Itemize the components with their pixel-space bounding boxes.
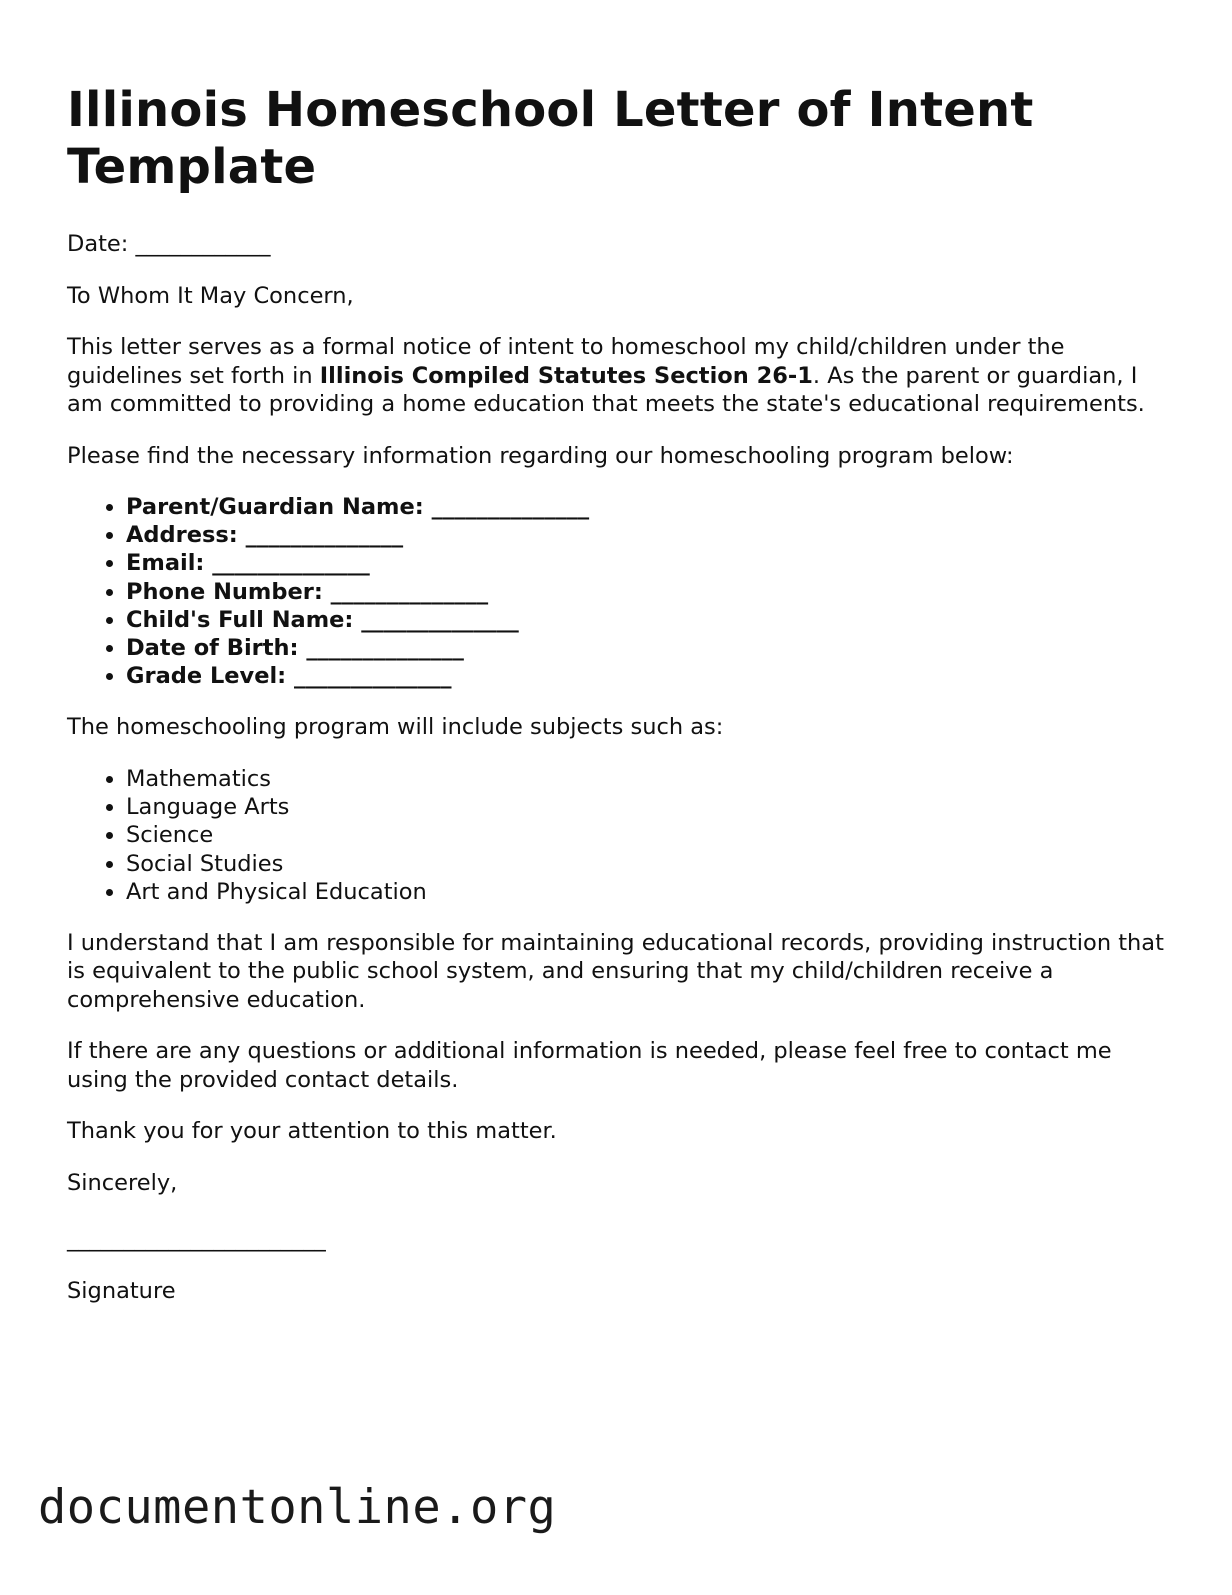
greeting: To Whom It May Concern,	[67, 282, 354, 309]
responsibility-paragraph: I understand that I am responsible for maintaining educational records, providing instruction that is equivalent to the public school system, and ensuring that my child/children receive a comprehensive education.	[67, 929, 1164, 1013]
subject-item: • Science	[126, 821, 1167, 849]
contact-paragraph: If there are any questions or additional information is needed, please feel free to contact me using the provided contact details.	[67, 1038, 1112, 1093]
intro-paragraph	[67, 333, 1167, 419]
page-title: Illinois Homeschool Letter of Intent Template	[67, 82, 1034, 195]
closing-line: Sincerely,	[67, 1169, 178, 1196]
field-address: • Address: ______________	[126, 521, 1167, 549]
field-parent-guardian-name: • Parent/Guardian Name: ______________	[126, 493, 1167, 521]
letter-document	[67, 82, 1167, 1305]
date-line: Date: ____________	[67, 231, 271, 257]
signature-label: Signature	[67, 1277, 176, 1304]
intro-text-after: . As the parent or guardian, I am committed to providing a home education that meets the state's educational requirements.	[67, 362, 1145, 417]
watermark: documentonline.org	[38, 1480, 557, 1535]
subject-item: • Language Arts	[126, 793, 1167, 821]
subject-item: • Art and Physical Education	[126, 878, 1167, 906]
field-email: • Email: ______________	[126, 549, 1167, 577]
signature-line: _______________________	[67, 1226, 326, 1253]
field-phone-number: • Phone Number: ______________	[126, 578, 1167, 606]
field-child-full-name: • Child's Full Name: ______________	[126, 606, 1167, 634]
subject-item: • Social Studies	[126, 850, 1167, 878]
intro-text-before: This letter serves as a formal notice of intent to homeschool my child/children under the guidelines set forth in	[67, 334, 1065, 389]
subject-item: • Mathematics	[126, 765, 1167, 793]
thanks-line: Thank you for your attention to this matter.	[67, 1118, 557, 1145]
statute-reference: Illinois Compiled Statutes Section 26-1	[319, 362, 813, 389]
field-grade-level: • Grade Level: ______________	[126, 662, 1167, 690]
info-field-list	[67, 493, 1167, 690]
field-date-of-birth: • Date of Birth: ______________	[126, 634, 1167, 662]
subjects-list	[67, 765, 1167, 906]
subjects-lead: The homeschooling program will include subjects such as:	[67, 714, 724, 741]
info-lead: Please find the necessary information regarding our homeschooling program below:	[67, 442, 1014, 469]
